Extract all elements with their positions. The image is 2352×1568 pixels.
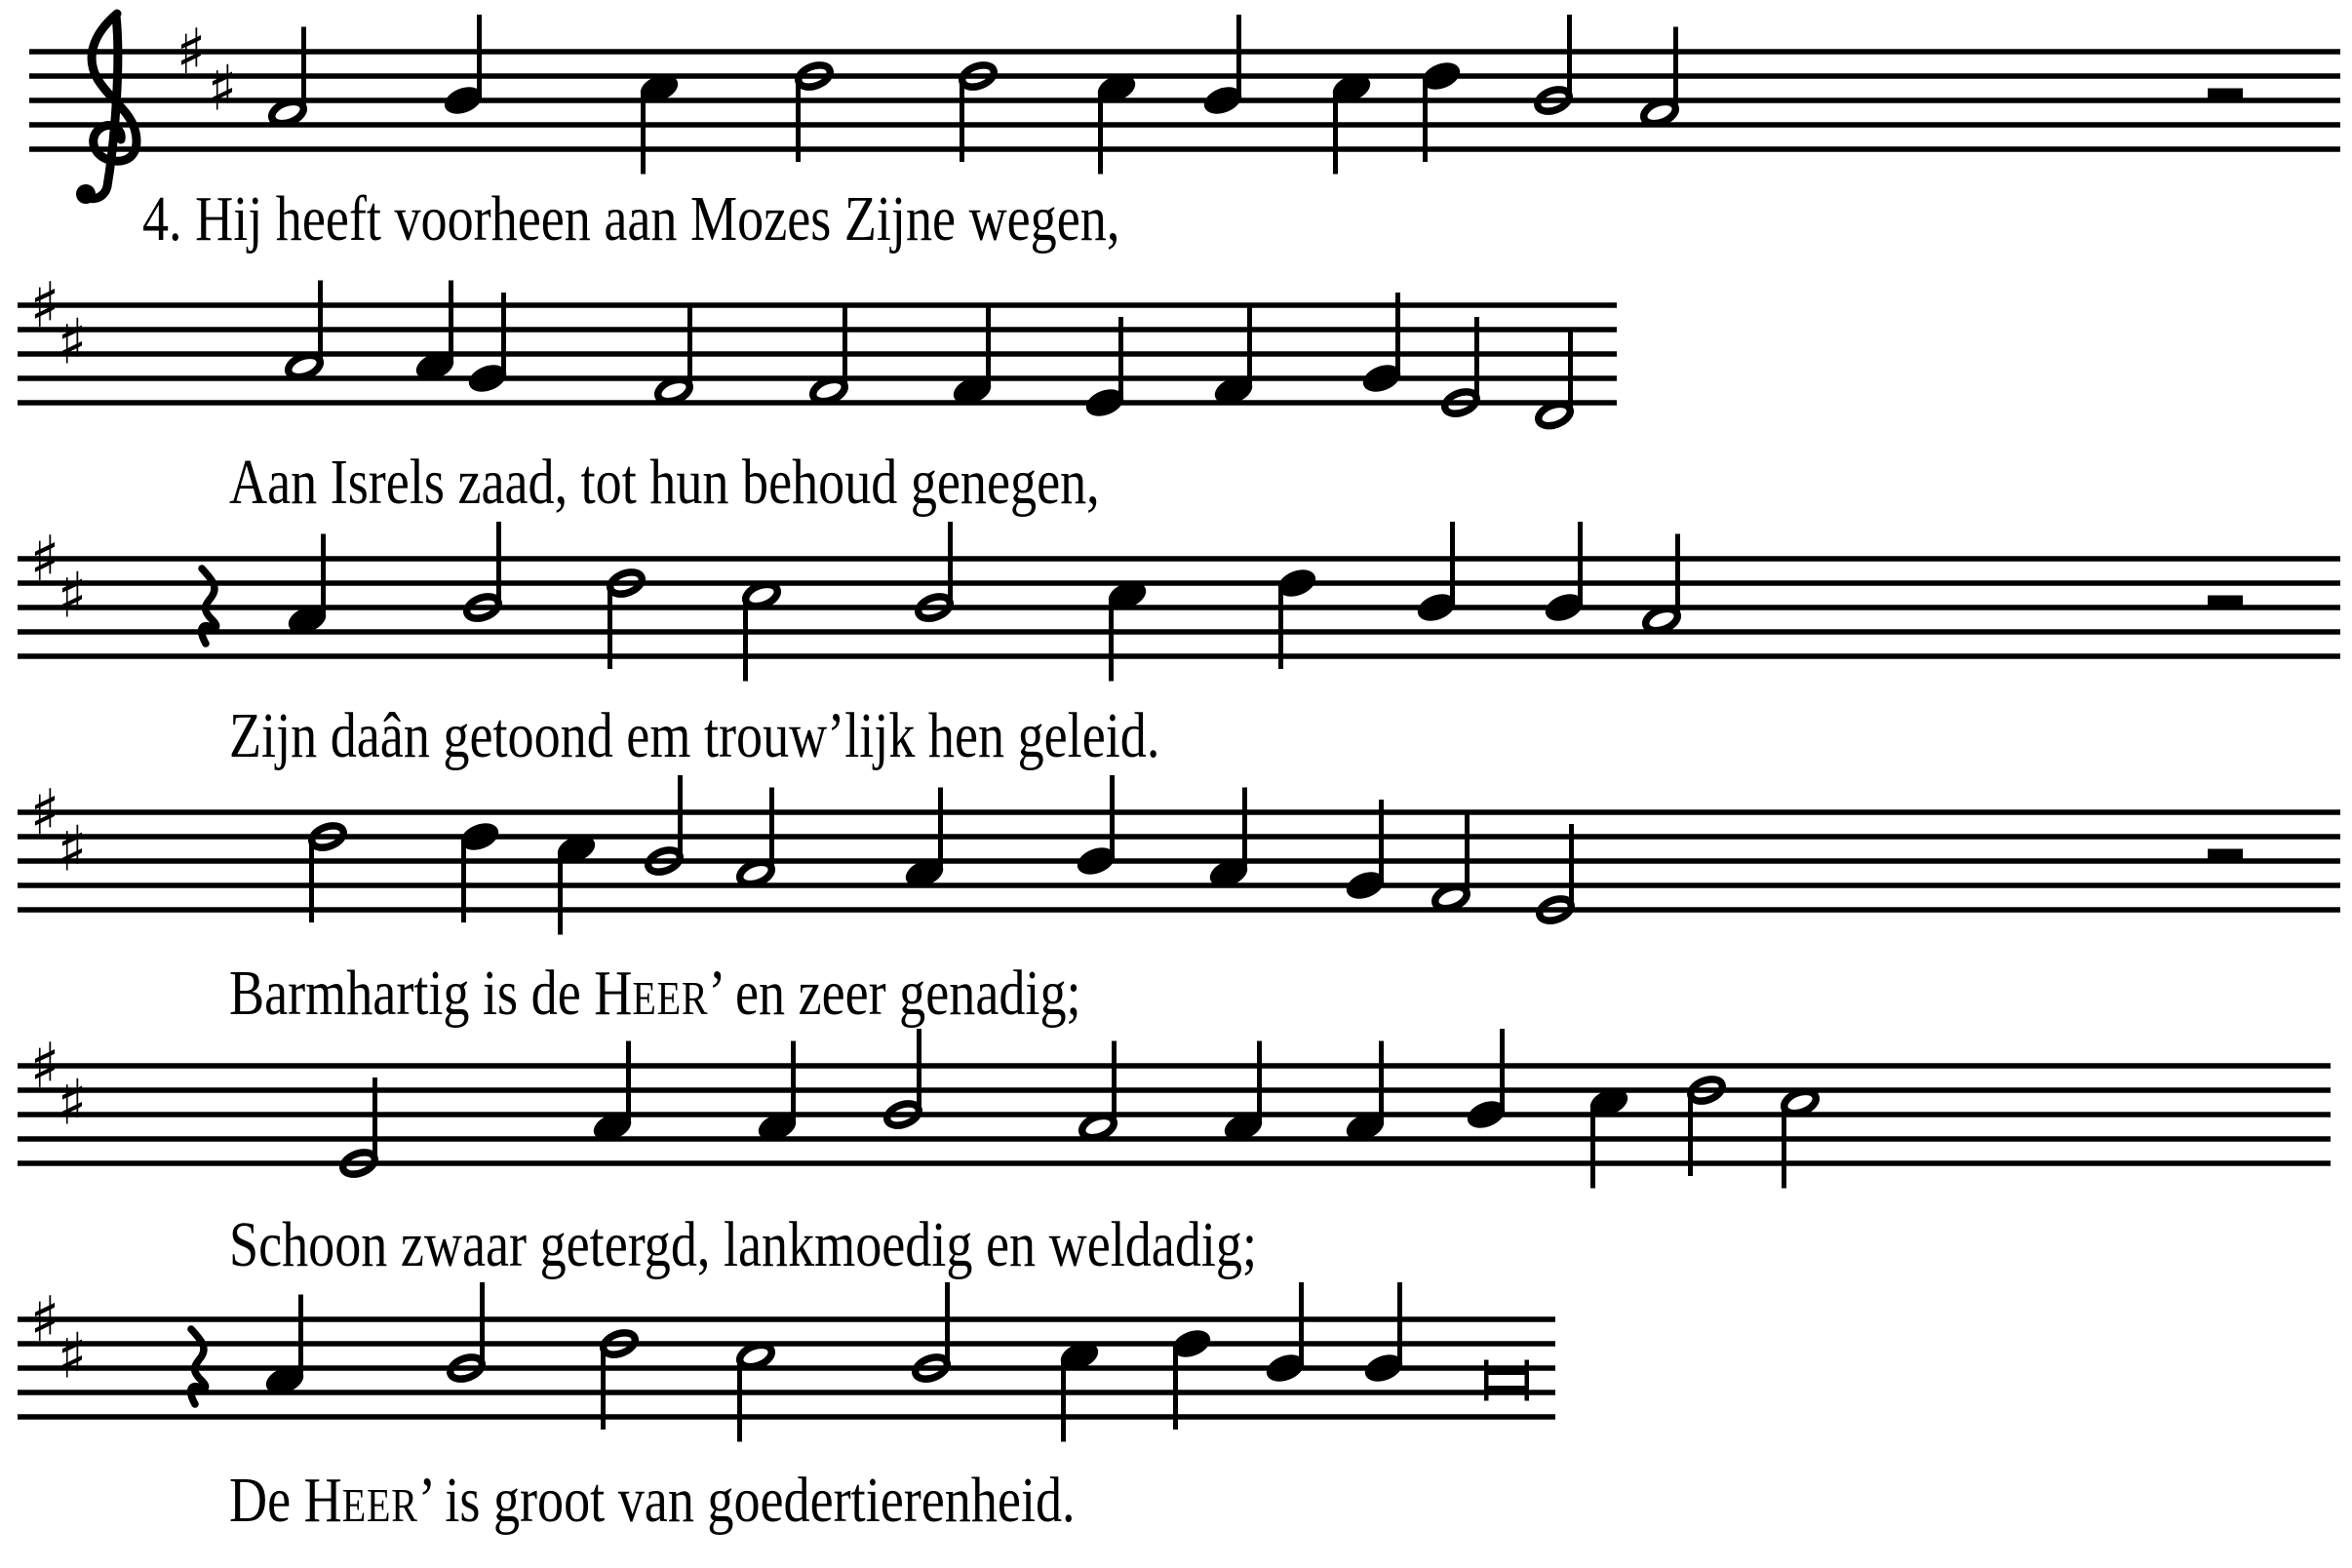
lyric-text: Schoon zwaar getergd, lankmoedig en weldadig; — [229, 1209, 1258, 1280]
staff-line — [18, 1160, 2331, 1166]
staff-3 — [18, 522, 2340, 682]
staff-line — [18, 1112, 2331, 1117]
note-A4-quarter — [755, 1041, 800, 1146]
staff-line — [18, 351, 1617, 357]
lyric-text: De H — [229, 1465, 342, 1536]
staff-6 — [18, 1282, 1555, 1442]
staff-line — [18, 858, 2340, 864]
lyric-line-1 — [142, 183, 1120, 255]
lyric-text: 4. Hij heeft voorheen aan Mozes Zijne wegen, — [142, 183, 1120, 255]
lyric-text: ’ en zeer genadig; — [708, 958, 1081, 1029]
note-D5-quarter — [1274, 565, 1319, 669]
staff-5 — [18, 1029, 2331, 1189]
half-rest — [2208, 849, 2243, 862]
lyric-text: Barmhartig is de H — [229, 958, 633, 1029]
sharp-icon: ♯ — [57, 1067, 88, 1140]
lyric-text: Aan Isrels zaad, tot hun behoud genegen, — [229, 447, 1100, 518]
breve-bar-bottom — [1484, 1386, 1529, 1392]
staff-line — [18, 556, 2340, 562]
note-C#5-quarter — [1105, 577, 1150, 682]
note-A4-quarter — [1221, 1041, 1266, 1146]
staff-line — [29, 122, 2340, 128]
note-B4-quarter — [1200, 15, 1245, 119]
note-C#5-quarter — [637, 70, 682, 175]
staff-line — [18, 1063, 2331, 1069]
sharp-icon: ♯ — [57, 306, 88, 379]
note-A4-quarter — [590, 1041, 635, 1146]
note-B4-quarter — [1414, 522, 1459, 626]
staff-line — [18, 580, 2340, 586]
note-G4-quarter — [1359, 293, 1404, 397]
note-D5-quarter — [1419, 58, 1464, 162]
sharp-icon: ♯ — [29, 524, 60, 596]
sharp-icon: ♯ — [57, 813, 88, 886]
staff-line — [29, 49, 2340, 55]
note-B4-quarter — [1361, 1282, 1406, 1387]
note-B4-quarter — [441, 15, 486, 119]
staff-line — [18, 1365, 1555, 1371]
sharp-icon: ♯ — [29, 777, 60, 849]
note-B4-quarter — [1464, 1029, 1509, 1133]
note-A4-quarter — [262, 1295, 307, 1399]
sharp-icon: ♯ — [207, 53, 238, 126]
note-F#4-quarter — [1211, 305, 1256, 410]
staff-2 — [18, 270, 1617, 430]
staff-line — [18, 327, 1617, 333]
note-A4-quarter — [902, 788, 947, 892]
lyric-text: Zijn daân getoond em trouw’lijk hen geleid. — [229, 700, 1160, 771]
lyric-smallcaps: EER — [341, 1478, 418, 1532]
note-G4-quarter — [1343, 800, 1388, 904]
note-E4-quarter — [1082, 317, 1127, 421]
lyric-line-3 — [229, 700, 1160, 771]
staff-line — [18, 1390, 1555, 1395]
note-A4-quarter — [285, 534, 330, 639]
note-G4-quarter — [465, 293, 510, 397]
treble-clef-icon — [76, 14, 137, 204]
note-A4-quarter — [412, 281, 457, 385]
note-A4-quarter — [1343, 1041, 1388, 1146]
half-rest — [2208, 89, 2243, 101]
sharp-icon: ♯ — [176, 17, 207, 89]
staff-line — [18, 1136, 2331, 1142]
sharp-icon: ♯ — [57, 560, 88, 633]
lyric-smallcaps: EER — [632, 971, 709, 1025]
staff-line — [18, 1316, 1555, 1322]
sharp-icon: ♯ — [57, 1320, 88, 1393]
lyric-line-4 — [229, 958, 1081, 1029]
staff-line — [18, 653, 2340, 659]
staff-line — [18, 605, 2340, 610]
staff-line — [29, 146, 2340, 152]
lyric-line-5 — [229, 1209, 1258, 1280]
note-C#5-quarter — [1329, 70, 1374, 175]
sharp-icon: ♯ — [29, 270, 60, 342]
staff-4 — [18, 775, 2340, 935]
note-B4-quarter — [1263, 1282, 1308, 1387]
note-C#5-quarter — [1057, 1338, 1102, 1442]
lyric-line-2 — [229, 447, 1100, 518]
lyric-line-6 — [229, 1465, 1076, 1536]
note-A4-quarter — [1206, 788, 1251, 892]
staff-line — [18, 809, 2340, 815]
staff-line — [29, 98, 2340, 103]
note-C#5-quarter — [1587, 1084, 1631, 1189]
clef-dot — [76, 184, 96, 204]
sharp-icon: ♯ — [29, 1031, 60, 1103]
staff-line — [18, 1341, 1555, 1347]
breve-side-right — [1525, 1360, 1530, 1401]
staff-1 — [29, 14, 2340, 204]
staff-line — [18, 1414, 1555, 1420]
note-C#5-quarter — [554, 831, 599, 935]
staff-line — [18, 629, 2340, 635]
note-D5-quarter — [1169, 1325, 1214, 1430]
staff-line — [18, 302, 1617, 308]
breve-side-left — [1484, 1360, 1489, 1401]
note-B4-quarter — [1074, 775, 1118, 880]
staff-line — [18, 907, 2340, 913]
lyric-text: ’ is groot van goedertierenheid. — [417, 1465, 1076, 1536]
breve-bar-top — [1484, 1368, 1529, 1375]
staff-line — [18, 1087, 2331, 1093]
half-rest — [2208, 596, 2243, 608]
note-D5-quarter — [457, 818, 502, 922]
note-B4-quarter — [1542, 522, 1587, 626]
staff-line — [18, 834, 2340, 840]
sharp-icon: ♯ — [29, 1284, 60, 1356]
staff-line — [18, 882, 2340, 888]
note-C#5-quarter — [1094, 70, 1139, 175]
note-F#4-quarter — [950, 305, 995, 410]
staff-line — [29, 73, 2340, 79]
